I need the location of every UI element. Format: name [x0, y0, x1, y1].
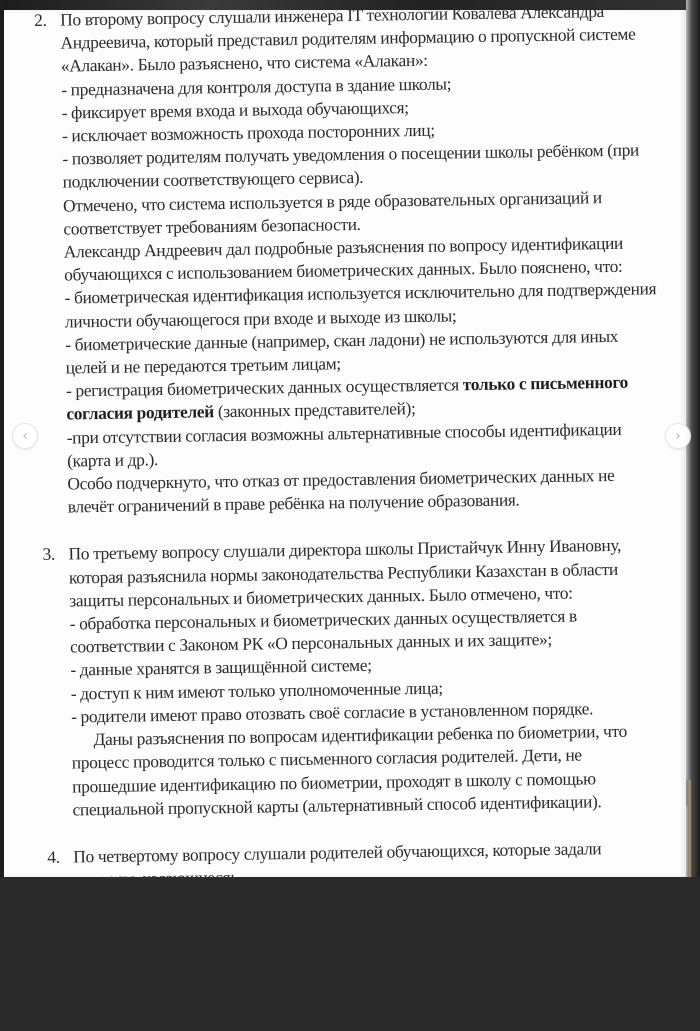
chevron-left-icon: ‹: [22, 428, 28, 444]
text-line: - доступ к ним имеют только уполномоченные лица;: [70, 677, 443, 704]
text-line: - позволяет родителям получать уведомления о посещении школы ребёнком (при: [62, 139, 640, 169]
text-line: - обработка персональных и биометрических данных осуществляется в: [69, 605, 577, 634]
text-line: Отмечено, что система используется в ряде образовательных организаций и: [62, 186, 602, 216]
item-number: 3.: [42, 544, 56, 565]
agenda-item: [34, 0, 662, 519]
text-line: целей и не передаются третьим лицам;: [65, 353, 341, 378]
bold-emphasis: только с письменного: [462, 371, 629, 395]
text-line: - альтернативных способов прохода в школу;: [74, 957, 395, 983]
text-line: влечёт ограничений в праве ребёнка на получение образования.: [67, 489, 520, 517]
text-line: - данные хранятся в защищённой системе;: [70, 655, 372, 680]
text-line: личности обучающегося при входе и выходе из школы;: [64, 305, 457, 332]
text-line: обучающихся с использованием биометрических данных. Было пояснено, что:: [64, 256, 623, 285]
text-line: подключении соответствующего сервиса).: [62, 167, 364, 192]
text-line: - предназначена для контроля доступа в здание школы;: [61, 73, 452, 100]
text-line: (карта и др.).: [66, 448, 159, 471]
text-line: -при отсутствии согласия возможны альтернативные способы идентификации: [66, 418, 622, 448]
text-line: защиты персональных и биометрических данных. Было отмечено, что:: [69, 582, 573, 611]
text-line: Особо подчеркнуто, что отказ от предоставления биометрических данных не: [67, 465, 615, 494]
item-number: 2.: [34, 9, 47, 30]
text-line: - безопасности хранения биометрических данных;: [73, 887, 433, 913]
text-line: Александр Андреевич дал подробные разъяснения по вопросу идентификации: [63, 232, 624, 262]
text-segment: - регистрация биометрических данных осуществляется: [65, 374, 463, 401]
text-line: - биометрическая идентификация используется исключительно для подтверждения: [64, 278, 657, 308]
chevron-right-icon: ›: [675, 428, 681, 444]
text-line: вопросы, касающиеся:: [73, 867, 235, 890]
text-line: Андреевича, который представил родителям информацию о пропускной системе: [60, 23, 636, 53]
text-line: На все поступившие вопросы были даны разъяснения.: [97, 1002, 486, 1029]
bold-emphasis: согласия родителей: [66, 401, 215, 424]
agenda-item: [47, 836, 670, 1031]
text-line: - ответственности сторон.: [75, 982, 260, 1006]
text-segment: (законных представителей);: [213, 398, 416, 422]
text-line: прошедшие идентификацию по биометрии, проходят в школу с помощью: [72, 767, 596, 796]
text-line: процесс проводится только с письменного согласия родителей. Дети, не: [71, 744, 582, 773]
next-slide-button[interactable]: [665, 423, 691, 449]
text-line: соответствии с Законом РК «О персональных данных и их защите»;: [69, 629, 553, 657]
text-line: - порядка оформления согласия;: [74, 935, 303, 960]
text-line: - биометрические данные (например, скан ладони) не используются для иных: [65, 325, 619, 355]
text-line: - родители имеют право отозвать своё согласие в установленном порядке.: [70, 698, 594, 727]
agenda-item: [42, 534, 666, 822]
item-number: 4.: [47, 846, 60, 867]
text-line: - возможности отказа от биометрической идентификации;: [74, 909, 487, 936]
text-line: которая разъяснила нормы законодательства Республики Казахстан в области: [68, 558, 619, 588]
text-line: «Алакан». Было разъяснено, что система «Алакан»:: [60, 50, 428, 76]
text-line: По четвертому вопросу слушали родителей обучающихся, которые задали: [73, 838, 602, 867]
text-line: специальной пропускной карты (альтернативный способ идентификации).: [72, 790, 602, 820]
text-line: Даны разъяснения по вопросам идентификации ребенка по биометрии, что: [93, 720, 628, 750]
text-line: - исключает возможность прохода посторонних лиц;: [61, 119, 435, 146]
text-line: По второму вопросу слушали инженера IT технологий Ковалева Александра: [60, 1, 605, 30]
document-body: [34, 0, 670, 1031]
text-line: - фиксирует время входа и выхода обучающихся;: [61, 96, 409, 123]
frame-edge: [689, 780, 691, 877]
previous-slide-button[interactable]: [12, 423, 38, 449]
text-line: соответствует требованиям безопасности.: [63, 213, 361, 239]
text-line: По третьему вопросу слушали директора школы Пристайчук Инну Ивановну,: [68, 535, 622, 564]
